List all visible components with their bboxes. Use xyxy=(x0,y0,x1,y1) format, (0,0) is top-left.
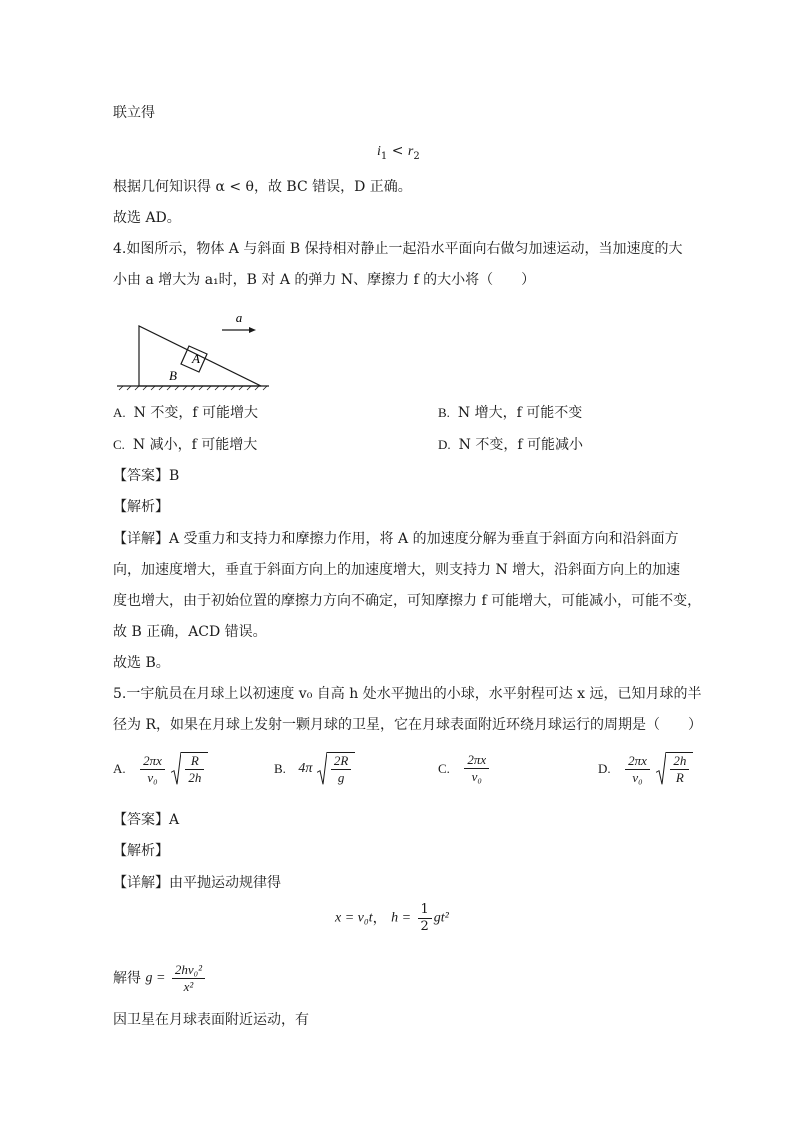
denominator: g xyxy=(337,770,345,785)
option-label: C. xyxy=(438,760,450,776)
option-text: N 减小，f 可能增大 xyxy=(132,437,258,453)
ground-hatch xyxy=(119,386,267,390)
answer-4 xyxy=(113,466,179,486)
fraction xyxy=(172,962,205,995)
denominator: v₀ xyxy=(471,769,482,784)
text-line: 因卫星在月球表面附近运动，有 xyxy=(113,1012,309,1028)
incline-b xyxy=(139,326,261,386)
denominator: R xyxy=(675,770,684,785)
text-line: 联立得 xyxy=(113,105,155,121)
option-label: D. xyxy=(438,437,451,452)
formula-separator: ， xyxy=(372,910,387,927)
answer-value: A xyxy=(169,812,180,828)
fraction xyxy=(418,902,432,935)
coefficient: 4π xyxy=(298,761,313,776)
formula-symbol: r xyxy=(407,144,414,159)
sqrt xyxy=(317,752,355,786)
option-label: B. xyxy=(438,405,450,420)
option-label: B. xyxy=(274,761,286,776)
question-4-line-1: 4.如图所示，物体 A 与斜面 B 保持相对静止一起沿水平面向右做匀加速运动，当加速度的大 xyxy=(113,241,683,257)
formula-part: x = v₀t xyxy=(335,910,373,926)
detail-4-line-4: 故 B 正确，ACD 错误。 xyxy=(113,624,267,640)
denominator: 2h xyxy=(188,770,202,785)
fraction xyxy=(625,753,650,786)
fraction xyxy=(331,753,351,786)
sqrt-sign xyxy=(317,752,327,786)
numerator: 2R xyxy=(331,753,351,770)
fraction xyxy=(185,753,204,786)
option-label: A. xyxy=(113,405,126,420)
numerator: 2hv₀² xyxy=(172,962,205,979)
conclusion-4: 故选 B。 xyxy=(113,655,170,671)
answer-value: B xyxy=(169,468,180,484)
detail-text: 由平抛运动规律得 xyxy=(169,875,281,891)
numerator: 2πx xyxy=(140,753,165,770)
text: 解得 xyxy=(113,970,141,987)
analysis-tag-4: 【解析】 xyxy=(113,499,169,515)
detail-tag: 【详解】 xyxy=(113,875,169,891)
sqrt-sign xyxy=(171,752,181,786)
label-b: B xyxy=(169,368,177,383)
numerator: 2h xyxy=(670,753,689,770)
label-a: A xyxy=(192,351,200,366)
q4-option-b xyxy=(438,403,582,423)
denominator: v₀ xyxy=(632,769,643,785)
q4-option-d xyxy=(438,435,583,455)
answer-tag: 【答案】 xyxy=(113,812,169,828)
sqrt xyxy=(171,752,208,786)
option-label: D. xyxy=(598,761,611,776)
q4-option-a xyxy=(113,403,258,423)
option-text: N 不变，f 可能增大 xyxy=(133,405,258,421)
option-text: N 不变，f 可能减小 xyxy=(458,437,583,453)
analysis-tag-5: 【解析】 xyxy=(113,843,169,859)
formula-subscript: 2 xyxy=(413,150,420,162)
denominator: x² xyxy=(183,979,194,994)
detail-4-line-1 xyxy=(113,529,679,549)
question-5-line-2: 径为 R，如果在月球上发射一颗月球的卫星，它在月球表面附近环绕月球运行的周期是（ ） xyxy=(113,717,702,733)
answer-tag: 【答案】 xyxy=(113,468,169,484)
formula-symbol: i xyxy=(377,144,381,159)
question-5-line-1: 5.一宇航员在月球上以初速度 v₀ 自高 h 处水平抛出的小球，水平射程可达 x 远，已知月球的半 xyxy=(113,686,702,702)
formula-operator: < xyxy=(391,143,404,159)
sqrt xyxy=(656,752,693,786)
formula-i1-lt-r2 xyxy=(377,141,420,167)
numerator: 2πx xyxy=(464,752,489,769)
numerator: R xyxy=(185,753,204,770)
q5-option-c xyxy=(438,752,491,785)
q5-option-d xyxy=(598,752,693,786)
detail-4-line-3: 度也增大，由于初始位置的摩擦力方向不确定，可知摩擦力 f 可能增大，可能减小，可能不变， xyxy=(113,593,702,609)
option-label: A. xyxy=(113,761,126,776)
text-line: 故选 AD。 xyxy=(113,210,181,226)
detail-text: A 受重力和支持力和摩擦力作用，将 A 的加速度分解为垂直于斜面方向和沿斜面方 xyxy=(169,531,679,547)
numerator: 1 xyxy=(418,902,432,919)
fraction xyxy=(140,753,165,786)
formula-part: gt² xyxy=(433,910,449,926)
option-label: C. xyxy=(113,437,125,452)
fraction xyxy=(670,753,689,786)
label-accel: a xyxy=(235,310,243,325)
formula-part: h = xyxy=(391,910,412,926)
formula-subscript: 1 xyxy=(380,150,388,162)
detail-4-line-2: 向，加速度增大，垂直于斜面方向上的加速度增大，则支持力 N 增大，沿斜面方向上的加速 xyxy=(113,562,681,578)
numerator: 2πx xyxy=(625,753,650,770)
question-4-line-2: 小由 a 增大为 a₁时，B 对 A 的弹力 N、摩擦力 f 的大小将（ ） xyxy=(113,272,536,288)
text-line: 根据几何知识得 α < θ，故 BC 错误，D 正确。 xyxy=(113,179,412,195)
incline-figure xyxy=(113,306,273,392)
fraction xyxy=(464,752,489,785)
solve-g-line xyxy=(113,962,207,995)
option-text: N 增大，f 可能不变 xyxy=(457,405,583,421)
sqrt-sign xyxy=(656,752,666,786)
arrow-head xyxy=(249,327,256,333)
detail-tag: 【详解】 xyxy=(113,531,169,547)
q5-option-b xyxy=(274,752,355,786)
answer-5 xyxy=(113,810,179,830)
formula-part: g = xyxy=(145,970,166,986)
detail-5-line-1 xyxy=(113,873,281,893)
denominator: 2 xyxy=(420,919,429,934)
q4-option-c xyxy=(113,435,257,455)
denominator: v₀ xyxy=(147,769,158,785)
q5-option-a xyxy=(113,752,208,786)
formula-projectile xyxy=(335,902,449,935)
